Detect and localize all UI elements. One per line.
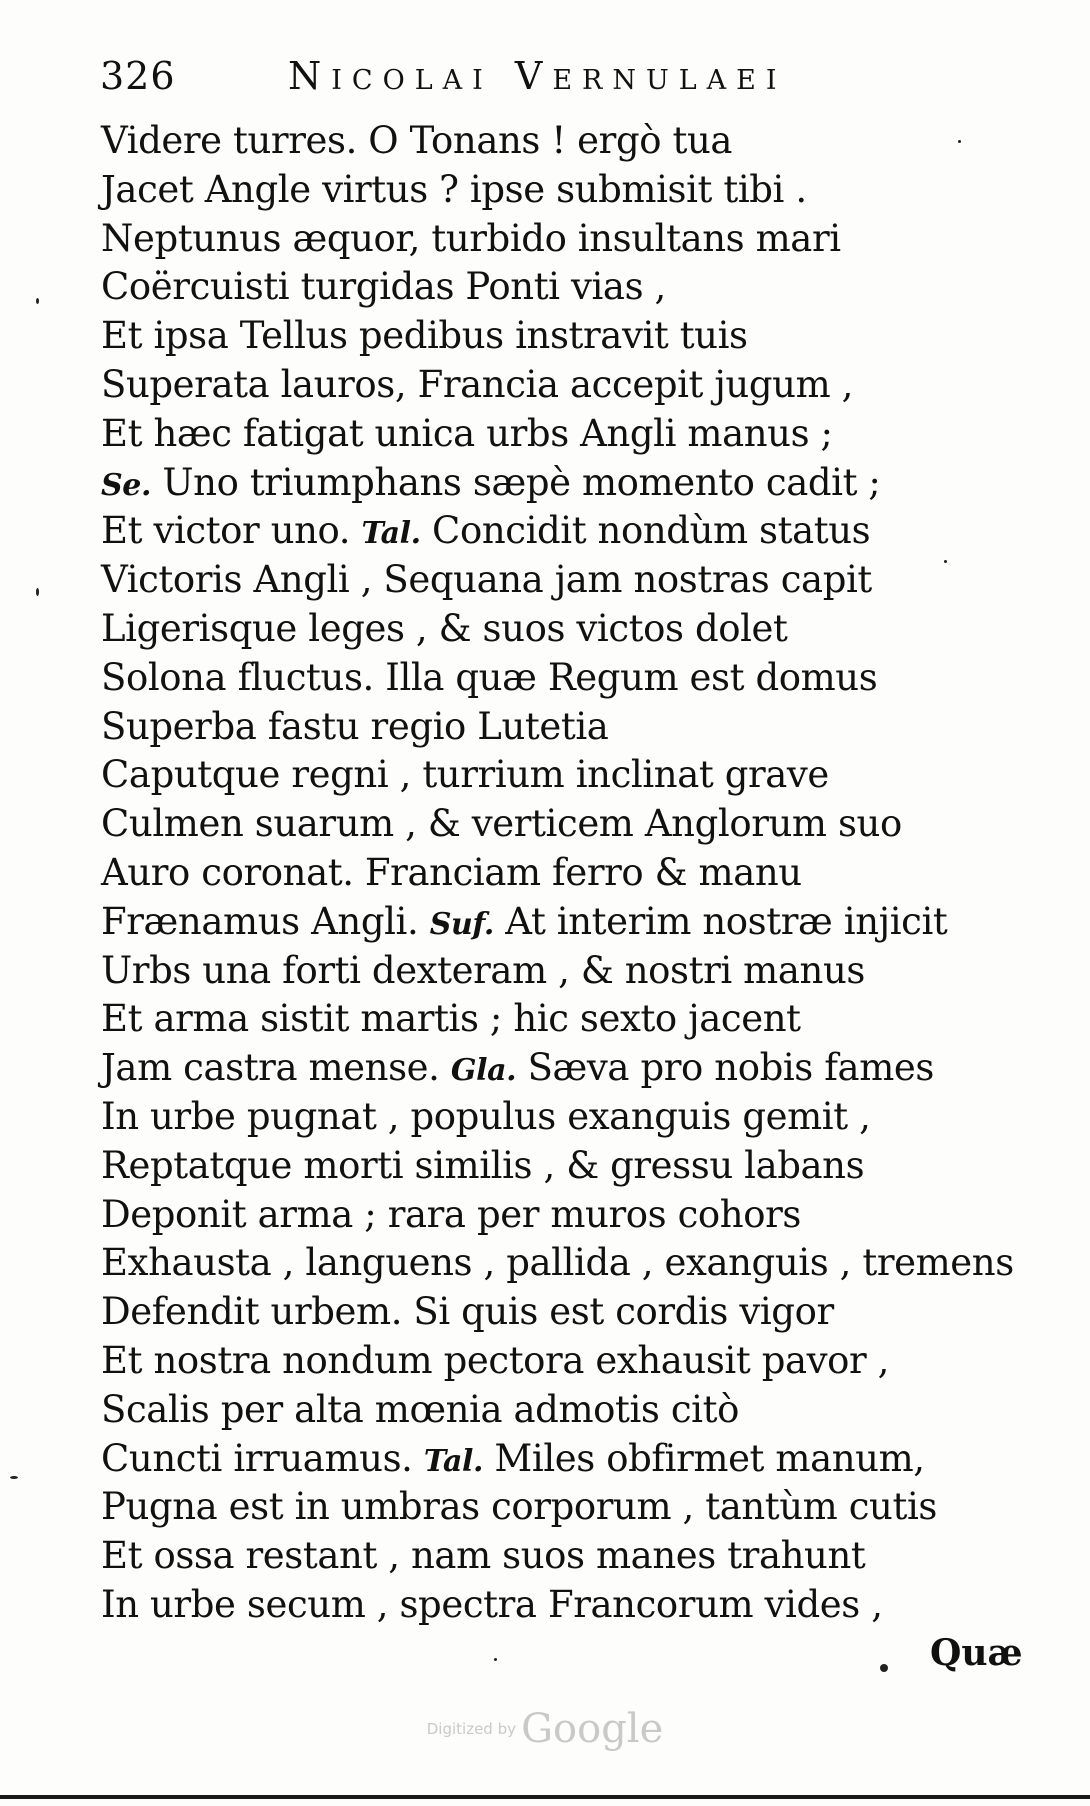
catchword: Quæ bbox=[930, 1632, 1023, 1674]
speaker-label: Tal. bbox=[423, 1443, 484, 1479]
verse-line-text: Reptatque morti similis , & gressu labans bbox=[101, 1143, 865, 1187]
verse-line-text: Culmen suarum , & verticem Anglorum suo bbox=[101, 802, 902, 846]
scan-speck bbox=[36, 298, 39, 304]
speaker-label: Tal. bbox=[361, 516, 421, 552]
verse-line bbox=[101, 215, 1001, 264]
verse-line-text: Jacet Angle virtus ? ipse submisit tibi . bbox=[101, 167, 807, 211]
verse-line-prefix: Et victor uno. bbox=[101, 509, 351, 553]
verse-line bbox=[101, 117, 1001, 166]
verse-line-text: Concidit nondùm status bbox=[432, 509, 871, 553]
verse-line-text: Coërcuisti turgidas Ponti vias , bbox=[101, 265, 666, 309]
verse-line-prefix: Cuncti irruamus. bbox=[101, 1436, 413, 1480]
speaker-label: Suf. bbox=[429, 906, 494, 942]
verse-line-prefix: Frænamus Angli. bbox=[101, 899, 419, 943]
verse-line bbox=[101, 1386, 1001, 1435]
verse-line-text: Superba fastu regio Lutetia bbox=[101, 704, 609, 748]
verse-line bbox=[101, 1044, 1001, 1093]
verse-line-text: Et hæc fatigat unica urbs Angli manus ; bbox=[101, 411, 833, 455]
scan-speck bbox=[10, 1476, 18, 1479]
verse-line-text: In urbe pugnat , populus exanguis gemit , bbox=[101, 1094, 871, 1138]
verse-line bbox=[101, 1337, 1001, 1386]
page-number: 326 bbox=[100, 54, 176, 98]
verse-line bbox=[101, 1532, 1001, 1581]
verse-line-text: Videre turres. O Tonans ! ergò tua bbox=[101, 119, 733, 162]
verse-line bbox=[101, 849, 1001, 898]
verse-line-text: Et nostra nondum pectora exhausit pavor , bbox=[101, 1338, 890, 1382]
verse-line-text: Victoris Angli , Sequana jam nostras capit bbox=[101, 558, 872, 602]
verse-line-text: Defendit urbem. Si quis est cordis vigor bbox=[101, 1290, 834, 1334]
verse-line-text: Neptunus æquor, turbido insultans mari bbox=[101, 216, 841, 260]
page-bottom-edge bbox=[0, 1795, 1090, 1799]
verse-line bbox=[101, 1142, 1001, 1191]
verse-line-text: Sæva pro nobis fames bbox=[527, 1046, 934, 1090]
verse-line-text: Et ossa restant , nam suos manes trahunt bbox=[101, 1534, 866, 1578]
verse-line bbox=[101, 1483, 1001, 1532]
verse-line bbox=[101, 1191, 1001, 1240]
verse-line bbox=[101, 898, 1001, 947]
verse-line-text: Urbs una forti dexteram , & nostri manus bbox=[101, 948, 865, 992]
speaker-label: Se. bbox=[101, 467, 151, 503]
verse-line bbox=[101, 507, 1001, 556]
verse-line bbox=[101, 410, 1001, 459]
verse-line-text: At interim nostræ injicit bbox=[505, 899, 948, 943]
verse-line-text: Deponit arma ; rara per muros cohors bbox=[101, 1192, 801, 1236]
scan-speck bbox=[36, 588, 39, 596]
verse-line-text: Et arma sistit martis ; hic sexto jacent bbox=[101, 997, 801, 1041]
digitized-watermark bbox=[0, 1706, 1090, 1752]
running-head: Nicolai Vernulaei bbox=[288, 54, 787, 98]
verse-line-text: Miles obfirmet manum, bbox=[494, 1436, 925, 1480]
verse-line bbox=[101, 1435, 1001, 1484]
verse-line-text: Ligerisque leges , & suos victos dolet bbox=[101, 606, 788, 650]
verse-line-text: Uno triumphans sæpè momento cadit ; bbox=[162, 460, 881, 504]
verse-line bbox=[101, 312, 1001, 361]
verse-line-text: Solona fluctus. Illa quæ Regum est domus bbox=[101, 655, 878, 699]
verse-line-text: Scalis per alta mœnia admotis citò bbox=[101, 1387, 739, 1431]
verse-line-text: Et ipsa Tellus pedibus instravit tuis bbox=[101, 314, 748, 358]
scan-speck bbox=[944, 560, 947, 563]
verse-line bbox=[101, 1288, 1001, 1337]
verse-line-prefix: Jam castra mense. bbox=[101, 1046, 440, 1090]
scan-speck bbox=[494, 1658, 497, 1661]
verse-line bbox=[101, 995, 1001, 1044]
verse-line-text: In urbe secum , spectra Francorum vides , bbox=[101, 1582, 883, 1626]
verse-line bbox=[101, 459, 1001, 508]
verse-line bbox=[101, 654, 1001, 703]
verse-line bbox=[101, 1581, 1001, 1630]
verse-line bbox=[101, 947, 1001, 996]
page-header bbox=[100, 54, 880, 102]
verse-line bbox=[101, 361, 1001, 410]
digitized-prefix: Digitized by bbox=[426, 1720, 516, 1738]
verse-line bbox=[101, 556, 1001, 605]
verse-line bbox=[101, 263, 1001, 312]
verse-line-text: Pugna est in umbras corporum , tantùm cutis bbox=[101, 1485, 937, 1529]
verse-line bbox=[101, 751, 1001, 800]
speaker-label: Gla. bbox=[450, 1053, 517, 1089]
scan-speck bbox=[880, 1664, 888, 1672]
verse-line bbox=[101, 166, 1001, 215]
verse-line-text: Superata lauros, Francia accepit jugum , bbox=[101, 362, 853, 406]
verse-text bbox=[101, 117, 1014, 1630]
verse-line bbox=[101, 800, 1001, 849]
scan-speck bbox=[958, 140, 961, 143]
verse-line bbox=[101, 703, 1001, 752]
verse-line-text: Caputque regni , turrium inclinat grave bbox=[101, 753, 829, 797]
verse-line bbox=[101, 1093, 1001, 1142]
verse-line-text: Exhausta , languens , pallida , exanguis , tremens bbox=[101, 1241, 1014, 1285]
verse-line bbox=[101, 605, 1001, 654]
verse-line bbox=[101, 1239, 1014, 1288]
verse-line-text: Auro coronat. Franciam ferro & manu bbox=[101, 850, 802, 894]
google-logo: Google bbox=[521, 1706, 664, 1752]
